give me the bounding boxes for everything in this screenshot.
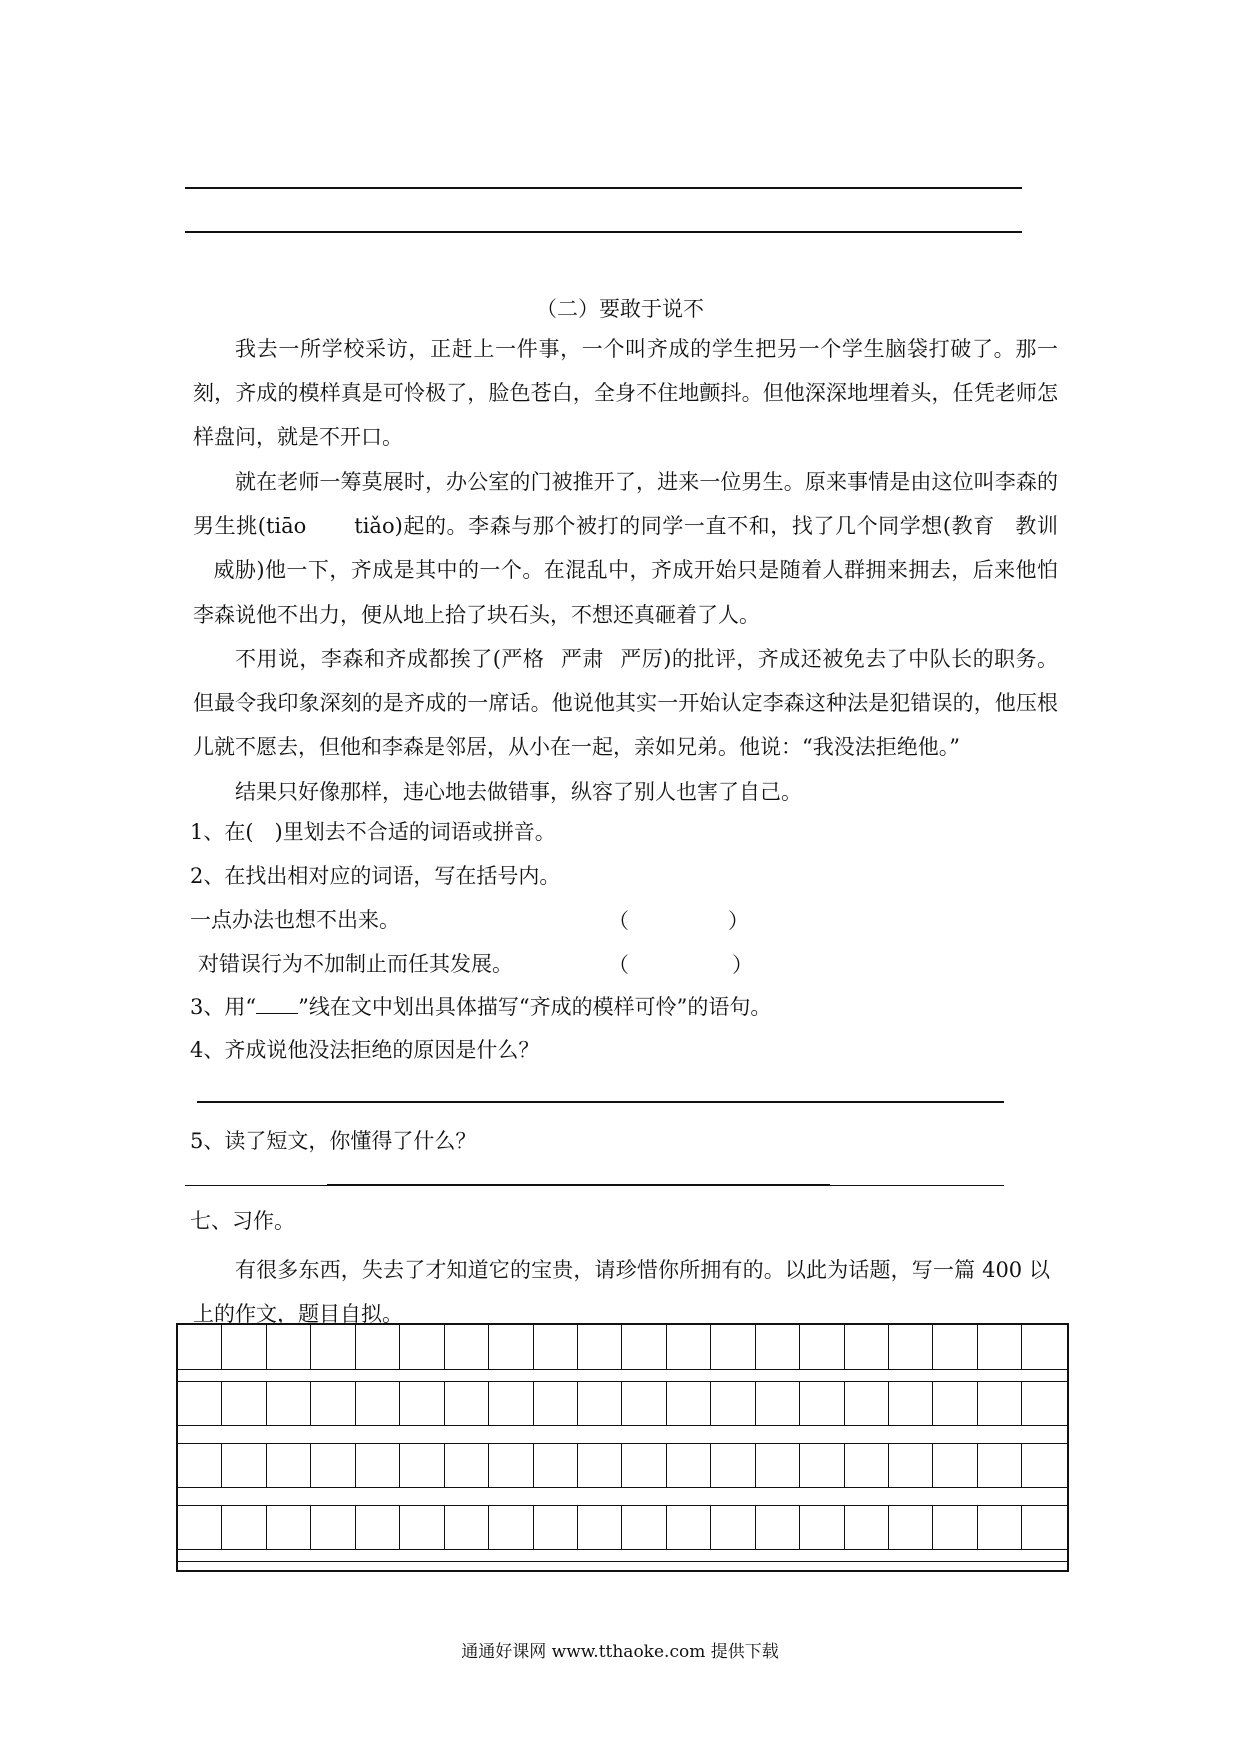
grid-cell[interactable] xyxy=(311,1381,355,1425)
grid-cell[interactable] xyxy=(445,1381,489,1425)
grid-row[interactable] xyxy=(178,1325,1067,1369)
grid-cell[interactable] xyxy=(845,1443,889,1487)
question-4: 4、齐成说他没法拒绝的原因是什么？ xyxy=(190,1038,540,1062)
grid-cell[interactable] xyxy=(622,1443,666,1487)
answer-line xyxy=(185,187,1022,189)
grid-cell[interactable] xyxy=(622,1325,666,1369)
grid-cell[interactable] xyxy=(578,1443,622,1487)
grid-cell[interactable] xyxy=(978,1381,1022,1425)
row-separator xyxy=(178,1487,1067,1488)
question-3 xyxy=(190,992,771,1022)
grid-cell[interactable] xyxy=(845,1381,889,1425)
grid-row[interactable] xyxy=(178,1505,1067,1549)
grid-cell[interactable] xyxy=(445,1505,489,1549)
passage-paragraph-2 xyxy=(193,460,1058,637)
grid-cell[interactable] xyxy=(1022,1325,1066,1369)
grid-cell[interactable] xyxy=(978,1325,1022,1369)
answer-paren-open: （ xyxy=(608,909,629,933)
grid-cell[interactable] xyxy=(756,1381,800,1425)
grid-cell[interactable] xyxy=(489,1325,533,1369)
grid-cell[interactable] xyxy=(311,1443,355,1487)
grid-cell[interactable] xyxy=(356,1443,400,1487)
grid-cell[interactable] xyxy=(267,1325,311,1369)
grid-cell[interactable] xyxy=(800,1325,844,1369)
grid-cell[interactable] xyxy=(933,1443,977,1487)
grid-cell[interactable] xyxy=(356,1381,400,1425)
answer-line xyxy=(327,1184,830,1186)
grid-cell[interactable] xyxy=(889,1381,933,1425)
grid-cell[interactable] xyxy=(400,1381,444,1425)
grid-cell[interactable] xyxy=(978,1505,1022,1549)
grid-cell[interactable] xyxy=(222,1505,266,1549)
grid-cell[interactable] xyxy=(534,1505,578,1549)
grid-cell[interactable] xyxy=(711,1381,755,1425)
grid-cell[interactable] xyxy=(489,1443,533,1487)
grid-cell[interactable] xyxy=(267,1505,311,1549)
question-5: 5、读了短文，你懂得了什么？ xyxy=(190,1129,477,1153)
grid-cell[interactable] xyxy=(178,1381,222,1425)
composition-heading: 七、习作。 xyxy=(190,1209,295,1233)
grid-cell[interactable] xyxy=(178,1505,222,1549)
grid-cell[interactable] xyxy=(711,1443,755,1487)
grid-cell[interactable] xyxy=(756,1505,800,1549)
grid-cell[interactable] xyxy=(1022,1381,1066,1425)
grid-cell[interactable] xyxy=(933,1325,977,1369)
underline-sample xyxy=(256,995,298,1014)
section-title: （二）要敢于说不 xyxy=(536,297,704,321)
grid-cell[interactable] xyxy=(534,1381,578,1425)
question-2-item-a: 一点办法也想不出来。 xyxy=(190,908,400,932)
grid-cell[interactable] xyxy=(667,1381,711,1425)
grid-cell[interactable] xyxy=(311,1325,355,1369)
grid-cell[interactable] xyxy=(756,1443,800,1487)
paragraph-text: 就在老师一筹莫展时，办公室的门被推开了，进来一位男生。原来事情是由这位叫李森的男生挑( xyxy=(193,470,1058,539)
grid-cell[interactable] xyxy=(356,1505,400,1549)
grid-cell[interactable] xyxy=(800,1443,844,1487)
grid-cell[interactable] xyxy=(889,1325,933,1369)
grid-cell[interactable] xyxy=(978,1443,1022,1487)
grid-cell[interactable] xyxy=(933,1381,977,1425)
grid-cell[interactable] xyxy=(889,1505,933,1549)
writing-grid[interactable] xyxy=(176,1323,1069,1572)
grid-cell[interactable] xyxy=(489,1381,533,1425)
word-option: 教训 xyxy=(1014,514,1059,539)
grid-cell[interactable] xyxy=(711,1505,755,1549)
grid-cell[interactable] xyxy=(400,1325,444,1369)
grid-cell[interactable] xyxy=(1022,1443,1066,1487)
paragraph-text: )的批评，齐成还被免去了中队长的职务。但最令我印象深刻的是齐成的一席话。他说他其实一开始认定李森这种法是犯错误的，他压根儿就不愿去，但他和李森是邻居，从小在一起，亲如兄弟。他说：“我没法拒绝他。” xyxy=(193,647,1059,760)
grid-cell[interactable] xyxy=(667,1505,711,1549)
grid-cell[interactable] xyxy=(845,1325,889,1369)
pinyin-option: tiāo xyxy=(265,514,307,539)
word-option: 严格 xyxy=(500,647,545,671)
question-1: 1、在( )里划去不合适的词语或拼音。 xyxy=(190,820,556,844)
word-option: 严肃 xyxy=(560,647,604,671)
grid-cell[interactable] xyxy=(1022,1505,1066,1549)
grid-cell[interactable] xyxy=(534,1325,578,1369)
grid-cell[interactable] xyxy=(933,1505,977,1549)
grid-cell[interactable] xyxy=(178,1443,222,1487)
grid-cell[interactable] xyxy=(800,1381,844,1425)
word-option: 教育 xyxy=(951,514,995,539)
paragraph-text: )起的。李森与那个被打的同学一直不和，找了几个同学想( xyxy=(394,514,952,539)
grid-cell[interactable] xyxy=(178,1325,222,1369)
answer-line xyxy=(197,1101,1004,1103)
grid-row[interactable] xyxy=(178,1381,1067,1425)
grid-cell[interactable] xyxy=(445,1325,489,1369)
answer-line xyxy=(185,231,1022,233)
grid-cell[interactable] xyxy=(667,1443,711,1487)
answer-paren-open: （ xyxy=(608,953,629,977)
word-option: 严厉 xyxy=(619,647,664,671)
pinyin-option: tiǎo xyxy=(354,514,395,539)
row-separator xyxy=(178,1561,1067,1562)
question-2-item-b: 对错误行为不加制止而任其发展。 xyxy=(198,952,513,976)
row-separator xyxy=(178,1425,1067,1426)
grid-cell[interactable] xyxy=(578,1325,622,1369)
grid-cell[interactable] xyxy=(400,1443,444,1487)
paragraph-text: )他一下，齐成是其中的一个。在混乱中，齐成开始只是随着人群拥来拥去，后来他怕李森说他不出力，便从地上拾了块石头，不想还真砸着了人。 xyxy=(193,558,1058,627)
passage-paragraph-3 xyxy=(193,637,1058,770)
answer-paren-close: ） xyxy=(728,909,749,933)
grid-cell[interactable] xyxy=(889,1443,933,1487)
grid-cell[interactable] xyxy=(800,1505,844,1549)
question-2: 2、在找出相对应的词语，写在括号内。 xyxy=(190,864,561,888)
grid-cell[interactable] xyxy=(267,1443,311,1487)
row-separator xyxy=(178,1369,1067,1370)
composition-prompt: 有很多东西，失去了才知道它的宝贵，请珍惜你所拥有的。以此为话题，写一篇 400 以上的作文，题目自拟。 xyxy=(193,1258,1050,1327)
grid-row[interactable] xyxy=(178,1443,1067,1487)
grid-cell[interactable] xyxy=(489,1505,533,1549)
grid-cell[interactable] xyxy=(622,1505,666,1549)
grid-cell[interactable] xyxy=(400,1505,444,1549)
grid-cell[interactable] xyxy=(622,1381,666,1425)
grid-cell[interactable] xyxy=(222,1443,266,1487)
paragraph-text: 不用说，李森和齐成都挨了( xyxy=(235,647,501,671)
grid-cell[interactable] xyxy=(845,1505,889,1549)
grid-cell[interactable] xyxy=(267,1381,311,1425)
question-3-suffix: ”线在文中划出具体描写“齐成的模样可怜”的语句。 xyxy=(298,995,772,1019)
passage-paragraph-4: 结果只好像那样，违心地去做错事，纵容了别人也害了自己。 xyxy=(235,780,802,804)
grid-cell[interactable] xyxy=(578,1505,622,1549)
grid-cell[interactable] xyxy=(222,1325,266,1369)
answer-paren-close: ） xyxy=(732,953,753,977)
passage-paragraph-1: 我去一所学校采访，正赶上一件事，一个叫齐成的学生把另一个学生脑袋打破了。那一刻，齐成的模样真是可怜极了，脸色苍白，全身不住地颤抖。但他深深地埋着头，任凭老师怎样盘问，就是不开口。 xyxy=(193,337,1058,450)
grid-cell[interactable] xyxy=(445,1443,489,1487)
word-option: 威胁 xyxy=(213,558,257,583)
grid-cell[interactable] xyxy=(578,1381,622,1425)
grid-cell[interactable] xyxy=(667,1325,711,1369)
grid-cell[interactable] xyxy=(756,1325,800,1369)
grid-cell[interactable] xyxy=(534,1443,578,1487)
grid-cell[interactable] xyxy=(356,1325,400,1369)
grid-cell[interactable] xyxy=(711,1325,755,1369)
grid-cell[interactable] xyxy=(311,1505,355,1549)
footer-credit: 通通好课网 www.tthaoke.com 提供下载 xyxy=(461,1642,779,1662)
row-separator xyxy=(178,1549,1067,1550)
grid-cell[interactable] xyxy=(222,1381,266,1425)
question-3-prefix: 3、用“ xyxy=(190,995,257,1019)
